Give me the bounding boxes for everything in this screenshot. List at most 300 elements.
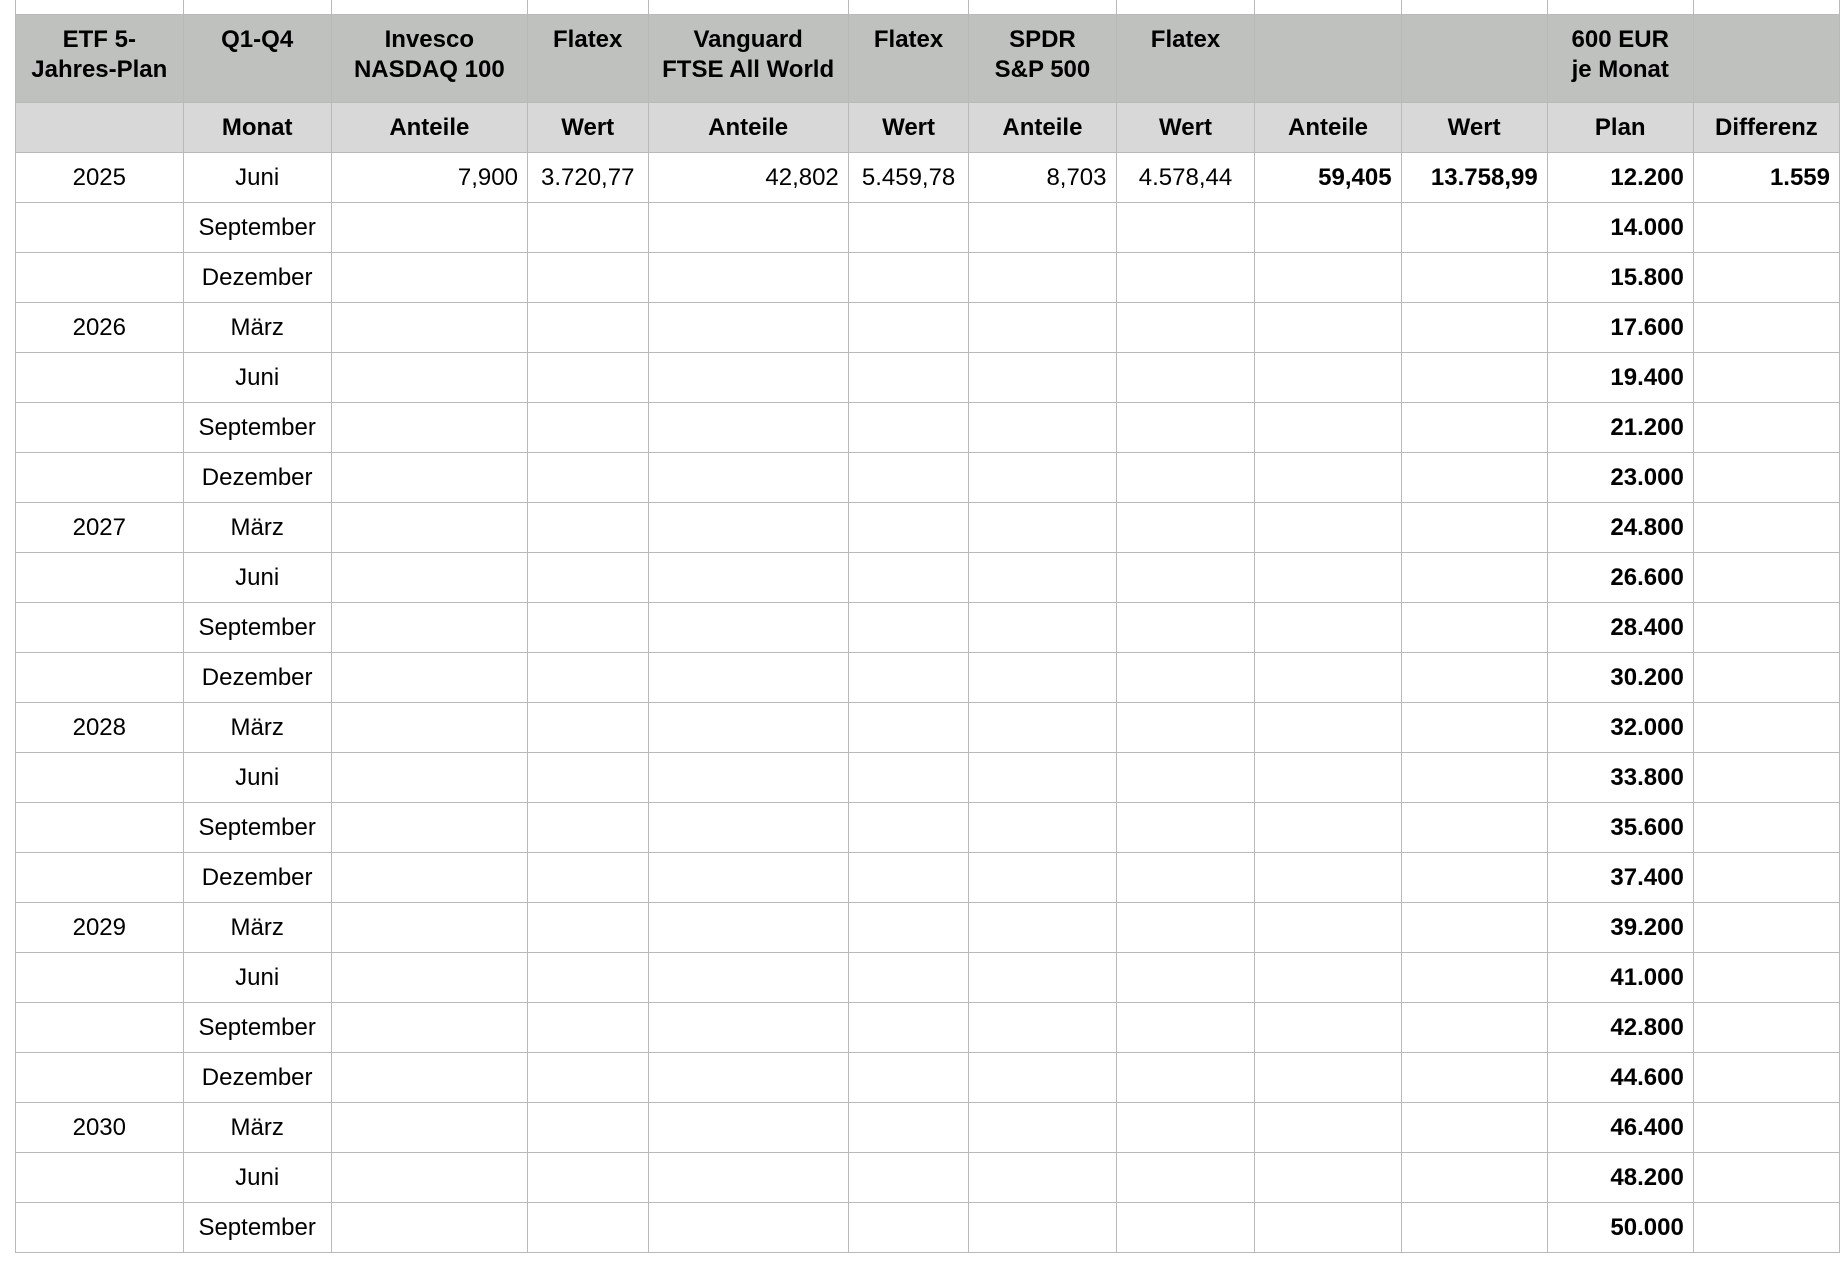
cell-van-wert[interactable] <box>848 653 969 703</box>
cell-spdr-anteile[interactable] <box>969 1003 1116 1053</box>
cell-spdr-wert[interactable] <box>1116 1103 1255 1153</box>
cell-spdr-wert[interactable] <box>1116 1153 1255 1203</box>
cell-van-anteile[interactable]: 42,802 <box>648 153 848 203</box>
cell-spdr-anteile[interactable] <box>969 503 1116 553</box>
cell-inv-anteile[interactable] <box>331 653 527 703</box>
cell-sum-wert[interactable] <box>1401 303 1547 353</box>
table-row <box>16 603 1840 653</box>
cell-van-wert[interactable] <box>848 1203 969 1253</box>
cell-year[interactable]: 2029 <box>16 903 184 953</box>
cell-van-wert[interactable] <box>848 1103 969 1153</box>
cell-inv-wert[interactable] <box>527 203 648 253</box>
subheader-cell[interactable]: Wert <box>527 103 648 153</box>
cell-plan[interactable]: 39.200 <box>1547 903 1693 953</box>
cell-inv-wert[interactable]: 3.720,77 <box>527 153 648 203</box>
cell-van-wert[interactable] <box>848 553 969 603</box>
cell-sum-anteile[interactable] <box>1255 253 1401 303</box>
cell-inv-anteile[interactable] <box>331 303 527 353</box>
cell-spdr-wert[interactable] <box>1116 1203 1255 1253</box>
cell-spdr-anteile[interactable] <box>969 753 1116 803</box>
cell-year[interactable] <box>16 453 184 503</box>
cell-diff[interactable] <box>1693 903 1839 953</box>
cell-sum-wert[interactable] <box>1401 653 1547 703</box>
header-cell[interactable]: Q1-Q4 <box>183 15 331 103</box>
cell-sum-anteile[interactable] <box>1255 603 1401 653</box>
cell-spdr-wert[interactable] <box>1116 553 1255 603</box>
cell-spdr-anteile[interactable] <box>969 653 1116 703</box>
cell-plan[interactable]: 26.600 <box>1547 553 1693 603</box>
cell-year[interactable] <box>16 1003 184 1053</box>
cell-sum-wert[interactable] <box>1401 203 1547 253</box>
cell-diff[interactable] <box>1693 603 1839 653</box>
cell-month[interactable]: Juni <box>183 953 331 1003</box>
cell-sum-anteile[interactable] <box>1255 1053 1401 1103</box>
cell-inv-wert[interactable] <box>527 303 648 353</box>
cell-van-anteile[interactable] <box>648 853 848 903</box>
header-cell[interactable] <box>1401 15 1547 103</box>
cell-inv-wert[interactable] <box>527 1103 648 1153</box>
cell-inv-wert[interactable] <box>527 553 648 603</box>
cell-diff[interactable] <box>1693 803 1839 853</box>
cell-inv-anteile[interactable] <box>331 753 527 803</box>
cell-inv-wert[interactable] <box>527 1003 648 1053</box>
cell-inv-anteile[interactable] <box>331 453 527 503</box>
cell-inv-anteile[interactable] <box>331 953 527 1003</box>
cell-spdr-wert[interactable] <box>1116 353 1255 403</box>
header-cell[interactable] <box>1255 15 1401 103</box>
cell-spdr-anteile[interactable] <box>969 553 1116 603</box>
cell-month[interactable]: März <box>183 703 331 753</box>
cell-plan[interactable]: 19.400 <box>1547 353 1693 403</box>
cell-sum-wert[interactable] <box>1401 703 1547 753</box>
cell-month[interactable]: September <box>183 403 331 453</box>
cell-sum-wert[interactable] <box>1401 403 1547 453</box>
cell-van-anteile[interactable] <box>648 1053 848 1103</box>
subheader-cell[interactable]: Anteile <box>969 103 1116 153</box>
cell-inv-anteile[interactable] <box>331 1203 527 1253</box>
cell-van-anteile[interactable] <box>648 753 848 803</box>
cell-year[interactable] <box>16 853 184 903</box>
cell-spdr-anteile[interactable] <box>969 303 1116 353</box>
cell-sum-wert[interactable] <box>1401 1153 1547 1203</box>
cell-year[interactable] <box>16 1153 184 1203</box>
cell-van-wert[interactable] <box>848 903 969 953</box>
cell-inv-wert[interactable] <box>527 503 648 553</box>
spreadsheet <box>15 0 1840 1253</box>
cell-van-wert[interactable] <box>848 303 969 353</box>
cell-month[interactable]: Dezember <box>183 1053 331 1103</box>
cell-month[interactable]: März <box>183 903 331 953</box>
cell-year[interactable] <box>16 603 184 653</box>
cell-spdr-wert[interactable] <box>1116 953 1255 1003</box>
subheader-cell[interactable]: Differenz <box>1693 103 1839 153</box>
cell-van-anteile[interactable] <box>648 653 848 703</box>
cell-sum-anteile[interactable] <box>1255 203 1401 253</box>
cell-spdr-wert[interactable] <box>1116 253 1255 303</box>
cell-inv-wert[interactable] <box>527 1203 648 1253</box>
table-row <box>16 753 1840 803</box>
header-cell[interactable]: Invesco NASDAQ 100 <box>331 15 527 103</box>
cell-van-wert[interactable] <box>848 403 969 453</box>
subheader-cell[interactable]: Anteile <box>331 103 527 153</box>
cell-month[interactable]: September <box>183 603 331 653</box>
cell-inv-anteile[interactable] <box>331 503 527 553</box>
cell-plan[interactable]: 24.800 <box>1547 503 1693 553</box>
cell-van-wert[interactable] <box>848 1053 969 1103</box>
cell-month[interactable]: September <box>183 1003 331 1053</box>
cell-spdr-anteile[interactable] <box>969 253 1116 303</box>
cell-sum-wert[interactable] <box>1401 1103 1547 1153</box>
cell-diff[interactable] <box>1693 553 1839 603</box>
cell-sum-anteile[interactable] <box>1255 553 1401 603</box>
cell-month[interactable]: Juni <box>183 553 331 603</box>
header-cell[interactable]: 600 EUR je Monat <box>1547 15 1693 103</box>
subheader-cell[interactable]: Wert <box>1401 103 1547 153</box>
cell-month[interactable]: Dezember <box>183 253 331 303</box>
cell-plan[interactable]: 46.400 <box>1547 1103 1693 1153</box>
table-row <box>16 903 1840 953</box>
cell-sum-wert[interactable] <box>1401 1053 1547 1103</box>
cell-spdr-wert[interactable]: 4.578,44 <box>1116 153 1255 203</box>
cell-year[interactable] <box>16 803 184 853</box>
cell-year[interactable] <box>16 1203 184 1253</box>
cell-spdr-wert[interactable] <box>1116 453 1255 503</box>
cell-plan[interactable]: 15.800 <box>1547 253 1693 303</box>
cell-sum-anteile[interactable]: 59,405 <box>1255 153 1401 203</box>
cell-inv-anteile[interactable] <box>331 1153 527 1203</box>
cell-van-wert[interactable] <box>848 1153 969 1203</box>
cell-sum-wert[interactable] <box>1401 853 1547 903</box>
cell-diff[interactable] <box>1693 203 1839 253</box>
cell-van-wert[interactable]: 5.459,78 <box>848 153 969 203</box>
cell-diff[interactable] <box>1693 953 1839 1003</box>
table-row <box>16 553 1840 603</box>
subheader-cell[interactable]: Monat <box>183 103 331 153</box>
cell-spdr-anteile[interactable] <box>969 1203 1116 1253</box>
cell-year[interactable] <box>16 253 184 303</box>
cell-diff[interactable] <box>1693 253 1839 303</box>
cell-year[interactable] <box>16 953 184 1003</box>
subheader-cell[interactable]: Plan <box>1547 103 1693 153</box>
header-row-2 <box>16 103 1840 153</box>
cell-inv-anteile[interactable] <box>331 553 527 603</box>
cell-spdr-anteile[interactable] <box>969 903 1116 953</box>
cell-inv-anteile[interactable] <box>331 253 527 303</box>
cell-year[interactable] <box>16 203 184 253</box>
header-cell[interactable]: SPDR S&P 500 <box>969 15 1116 103</box>
cell-month[interactable]: Dezember <box>183 453 331 503</box>
cell-diff[interactable] <box>1693 753 1839 803</box>
cell-diff[interactable] <box>1693 1203 1839 1253</box>
cell-van-anteile[interactable] <box>648 303 848 353</box>
cell-spdr-anteile[interactable] <box>969 853 1116 903</box>
cell-van-wert[interactable] <box>848 703 969 753</box>
cell-spdr-anteile[interactable] <box>969 603 1116 653</box>
cell-sum-anteile[interactable] <box>1255 1103 1401 1153</box>
cell-plan[interactable]: 33.800 <box>1547 753 1693 803</box>
cell-spdr-wert[interactable] <box>1116 653 1255 703</box>
cell-spdr-anteile[interactable] <box>969 1053 1116 1103</box>
cell-sum-wert[interactable] <box>1401 1003 1547 1053</box>
header-cell[interactable]: Flatex <box>1116 15 1255 103</box>
cell-diff[interactable]: 1.559 <box>1693 153 1839 203</box>
cell-sum-anteile[interactable] <box>1255 1203 1401 1253</box>
cell-van-anteile[interactable] <box>648 803 848 853</box>
table-row <box>16 453 1840 503</box>
cell-plan[interactable]: 12.200 <box>1547 153 1693 203</box>
cell-sum-anteile[interactable] <box>1255 753 1401 803</box>
cell-van-anteile[interactable] <box>648 703 848 753</box>
cell-inv-wert[interactable] <box>527 253 648 303</box>
cell-spdr-wert[interactable] <box>1116 803 1255 853</box>
cell-inv-anteile[interactable] <box>331 403 527 453</box>
cell-van-anteile[interactable] <box>648 553 848 603</box>
cell-month[interactable]: März <box>183 503 331 553</box>
cell-month[interactable]: September <box>183 1203 331 1253</box>
header-cell[interactable] <box>1693 15 1839 103</box>
cell-van-wert[interactable] <box>848 1003 969 1053</box>
cell-diff[interactable] <box>1693 1003 1839 1053</box>
cell-van-anteile[interactable] <box>648 1203 848 1253</box>
cell-plan[interactable]: 41.000 <box>1547 953 1693 1003</box>
cell-diff[interactable] <box>1693 403 1839 453</box>
cell-month[interactable]: März <box>183 1103 331 1153</box>
cell-inv-wert[interactable] <box>527 1153 648 1203</box>
cell-month[interactable]: Juni <box>183 753 331 803</box>
cell-year[interactable] <box>16 753 184 803</box>
cell-plan[interactable]: 30.200 <box>1547 653 1693 703</box>
table-row <box>16 153 1840 203</box>
cell-van-wert[interactable] <box>848 203 969 253</box>
cell-van-anteile[interactable] <box>648 1153 848 1203</box>
cell-inv-anteile[interactable] <box>331 603 527 653</box>
header-cell[interactable]: Vanguard FTSE All World <box>648 15 848 103</box>
cell-van-anteile[interactable] <box>648 903 848 953</box>
cell-sum-wert[interactable] <box>1401 603 1547 653</box>
cell-van-anteile[interactable] <box>648 953 848 1003</box>
cell-year[interactable]: 2025 <box>16 153 184 203</box>
cell-diff[interactable] <box>1693 1153 1839 1203</box>
table-row <box>16 1103 1840 1153</box>
cell-inv-anteile[interactable] <box>331 1003 527 1053</box>
cell-sum-wert[interactable] <box>1401 803 1547 853</box>
cell-plan[interactable]: 21.200 <box>1547 403 1693 453</box>
cell-inv-wert[interactable] <box>527 603 648 653</box>
cell-spdr-wert[interactable] <box>1116 403 1255 453</box>
cell-spdr-wert[interactable] <box>1116 1003 1255 1053</box>
cell-van-anteile[interactable] <box>648 1003 848 1053</box>
cell-inv-wert[interactable] <box>527 403 648 453</box>
cell-sum-wert[interactable]: 13.758,99 <box>1401 153 1547 203</box>
cell-spdr-anteile[interactable] <box>969 353 1116 403</box>
cell-month[interactable]: Juni <box>183 1153 331 1203</box>
cell-plan[interactable]: 48.200 <box>1547 1153 1693 1203</box>
cell-diff[interactable] <box>1693 453 1839 503</box>
cell-inv-anteile[interactable] <box>331 903 527 953</box>
cell-van-anteile[interactable] <box>648 403 848 453</box>
cell-month[interactable]: März <box>183 303 331 353</box>
table-row <box>16 203 1840 253</box>
cell-van-anteile[interactable] <box>648 1103 848 1153</box>
cell-year[interactable]: 2028 <box>16 703 184 753</box>
cell-plan[interactable]: 35.600 <box>1547 803 1693 853</box>
cell-sum-wert[interactable] <box>1401 503 1547 553</box>
cell-year[interactable] <box>16 653 184 703</box>
cell-year[interactable] <box>16 403 184 453</box>
cell-spdr-anteile[interactable] <box>969 203 1116 253</box>
cell-van-wert[interactable] <box>848 353 969 403</box>
cell-month[interactable]: September <box>183 803 331 853</box>
cell-month[interactable]: September <box>183 203 331 253</box>
cell-diff[interactable] <box>1693 1103 1839 1153</box>
cell-spdr-wert[interactable] <box>1116 503 1255 553</box>
cell-plan[interactable]: 17.600 <box>1547 303 1693 353</box>
cell-plan[interactable]: 37.400 <box>1547 853 1693 903</box>
cell-inv-wert[interactable] <box>527 853 648 903</box>
cell-spdr-wert[interactable] <box>1116 1053 1255 1103</box>
cell-sum-anteile[interactable] <box>1255 903 1401 953</box>
cell-inv-wert[interactable] <box>527 653 648 703</box>
cell-inv-anteile[interactable]: 7,900 <box>331 153 527 203</box>
subheader-cell[interactable] <box>16 103 184 153</box>
cell-van-anteile[interactable] <box>648 503 848 553</box>
cell-inv-wert[interactable] <box>527 453 648 503</box>
cell-inv-anteile[interactable] <box>331 803 527 853</box>
cell-plan[interactable]: 44.600 <box>1547 1053 1693 1103</box>
cell-spdr-anteile[interactable] <box>969 1153 1116 1203</box>
table-row <box>16 1003 1840 1053</box>
cell-year[interactable] <box>16 1053 184 1103</box>
cell-sum-anteile[interactable] <box>1255 1153 1401 1203</box>
cell-sum-wert[interactable] <box>1401 353 1547 403</box>
cell-sum-anteile[interactable] <box>1255 953 1401 1003</box>
cell-year[interactable]: 2030 <box>16 1103 184 1153</box>
cell-spdr-anteile[interactable] <box>969 803 1116 853</box>
cell-van-wert[interactable] <box>848 453 969 503</box>
cell-diff[interactable] <box>1693 653 1839 703</box>
cell-van-wert[interactable] <box>848 503 969 553</box>
cell-van-anteile[interactable] <box>648 453 848 503</box>
cell-diff[interactable] <box>1693 353 1839 403</box>
header-cell[interactable]: Flatex <box>527 15 648 103</box>
cell-inv-anteile[interactable] <box>331 203 527 253</box>
cell-spdr-anteile[interactable] <box>969 953 1116 1003</box>
cell-spdr-wert[interactable] <box>1116 603 1255 653</box>
cell-spdr-wert[interactable] <box>1116 753 1255 803</box>
cell-plan[interactable]: 28.400 <box>1547 603 1693 653</box>
cell-month[interactable]: Juni <box>183 353 331 403</box>
cell-inv-wert[interactable] <box>527 903 648 953</box>
cell-van-wert[interactable] <box>848 853 969 903</box>
cell-inv-anteile[interactable] <box>331 1103 527 1153</box>
cell-plan[interactable]: 14.000 <box>1547 203 1693 253</box>
cell-spdr-anteile[interactable] <box>969 1103 1116 1153</box>
cell-sum-anteile[interactable] <box>1255 453 1401 503</box>
cell-inv-anteile[interactable] <box>331 703 527 753</box>
cell-diff[interactable] <box>1693 1053 1839 1103</box>
header-cell[interactable]: Flatex <box>848 15 969 103</box>
cell-sum-anteile[interactable] <box>1255 803 1401 853</box>
cell-diff[interactable] <box>1693 303 1839 353</box>
cell-sum-anteile[interactable] <box>1255 303 1401 353</box>
cell-month[interactable]: Juni <box>183 153 331 203</box>
cell-inv-wert[interactable] <box>527 1053 648 1103</box>
cell-diff[interactable] <box>1693 853 1839 903</box>
cell-year[interactable]: 2026 <box>16 303 184 353</box>
cell-van-anteile[interactable] <box>648 353 848 403</box>
cell-diff[interactable] <box>1693 703 1839 753</box>
cell-van-wert[interactable] <box>848 253 969 303</box>
cell-van-wert[interactable] <box>848 803 969 853</box>
cell-inv-wert[interactable] <box>527 953 648 1003</box>
cell-sum-wert[interactable] <box>1401 753 1547 803</box>
cell-sum-anteile[interactable] <box>1255 1003 1401 1053</box>
cell-sum-anteile[interactable] <box>1255 503 1401 553</box>
cell-plan[interactable]: 42.800 <box>1547 1003 1693 1053</box>
cell-sum-wert[interactable] <box>1401 553 1547 603</box>
cell-sum-wert[interactable] <box>1401 953 1547 1003</box>
cell-year[interactable] <box>16 553 184 603</box>
cell-spdr-wert[interactable] <box>1116 703 1255 753</box>
cell-spdr-anteile[interactable] <box>969 403 1116 453</box>
cell-van-wert[interactable] <box>848 953 969 1003</box>
cell-inv-wert[interactable] <box>527 703 648 753</box>
cell-spdr-wert[interactable] <box>1116 853 1255 903</box>
subheader-cell[interactable]: Anteile <box>648 103 848 153</box>
cell-year[interactable] <box>16 353 184 403</box>
cell-spdr-anteile[interactable] <box>969 453 1116 503</box>
cell-plan[interactable]: 23.000 <box>1547 453 1693 503</box>
cell-inv-wert[interactable] <box>527 353 648 403</box>
table-row <box>16 503 1840 553</box>
subheader-cell[interactable]: Wert <box>1116 103 1255 153</box>
cell-inv-anteile[interactable] <box>331 353 527 403</box>
cell-month[interactable]: Dezember <box>183 853 331 903</box>
cell-inv-anteile[interactable] <box>331 853 527 903</box>
cell-sum-wert[interactable] <box>1401 903 1547 953</box>
cell-sum-anteile[interactable] <box>1255 703 1401 753</box>
cell-spdr-wert[interactable] <box>1116 303 1255 353</box>
cell-spdr-wert[interactable] <box>1116 203 1255 253</box>
cell-sum-wert[interactable] <box>1401 253 1547 303</box>
cell-van-anteile[interactable] <box>648 603 848 653</box>
cell-sum-anteile[interactable] <box>1255 853 1401 903</box>
cell-inv-wert[interactable] <box>527 753 648 803</box>
cell-sum-anteile[interactable] <box>1255 353 1401 403</box>
cell-diff[interactable] <box>1693 503 1839 553</box>
cell-year[interactable]: 2027 <box>16 503 184 553</box>
cell-sum-anteile[interactable] <box>1255 403 1401 453</box>
cell-sum-wert[interactable] <box>1401 1203 1547 1253</box>
subheader-cell[interactable]: Wert <box>848 103 969 153</box>
cell-spdr-wert[interactable] <box>1116 903 1255 953</box>
header-cell[interactable]: ETF 5- Jahres-Plan <box>16 15 184 103</box>
cell-van-wert[interactable] <box>848 603 969 653</box>
cell-sum-anteile[interactable] <box>1255 653 1401 703</box>
cell-sum-wert[interactable] <box>1401 453 1547 503</box>
cell-van-anteile[interactable] <box>648 253 848 303</box>
cell-inv-anteile[interactable] <box>331 1053 527 1103</box>
cell-month[interactable]: Dezember <box>183 653 331 703</box>
cell-van-wert[interactable] <box>848 753 969 803</box>
subheader-cell[interactable]: Anteile <box>1255 103 1401 153</box>
cell-plan[interactable]: 32.000 <box>1547 703 1693 753</box>
cell-plan[interactable]: 50.000 <box>1547 1203 1693 1253</box>
cell-spdr-anteile[interactable] <box>969 703 1116 753</box>
cell-van-anteile[interactable] <box>648 203 848 253</box>
cell-spdr-anteile[interactable]: 8,703 <box>969 153 1116 203</box>
cell-inv-wert[interactable] <box>527 803 648 853</box>
